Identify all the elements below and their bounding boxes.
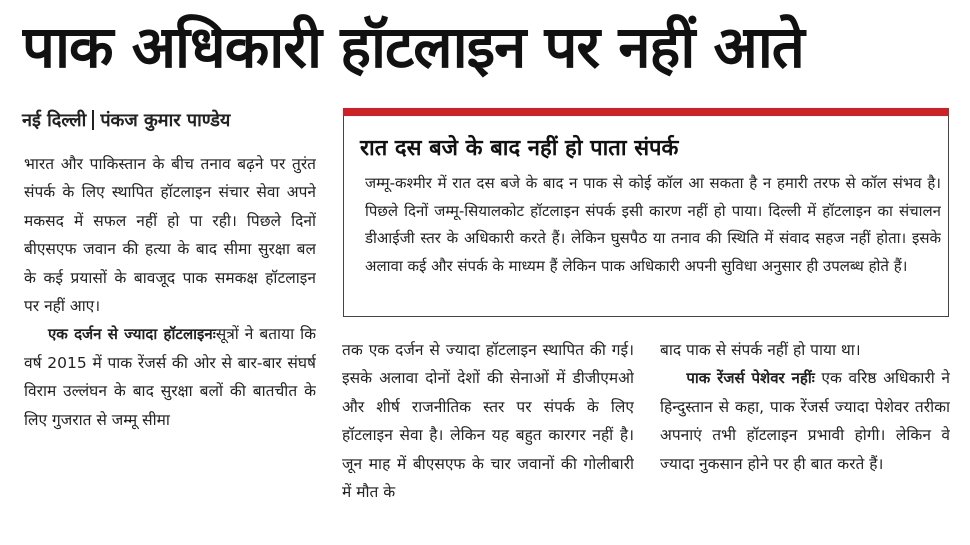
byline-author: पंकज कुमार पाण्डेय (100, 110, 231, 131)
info-box-text: जम्मू-कश्मीर में रात दस बजे के बाद न पाक से कोई कॉल आ सकता है न हमारी तरफ से कॉल संभव है। पिछले दिनों जम्मू-सियालकोट हॉटलाइन संपर्क इसी कारण नहीं हो पाया। दिल्ली में हॉटलाइन का संचालन डीआईजी स्तर के अधिकारी करते हैं। लेकिन घुसपैठ या तनाव की स्थिति में संवाद सहज नहीं होता। इसके अलावा कई और संपर्क के माध्यम हैं लेकिन पाक अधिकारी अपनी सुविधा अनुसार ही उपलब्ध होते हैं। (365, 174, 941, 275)
column3-paragraph-2 (660, 364, 950, 478)
byline-divider (92, 110, 94, 130)
byline-place: नई दिल्ली (22, 110, 87, 131)
info-box-body (365, 170, 941, 310)
column3-paragraph-1: बाद पाक से संपर्क नहीं हो पाया था। (660, 341, 861, 359)
article-column-1 (24, 150, 316, 545)
column1-paragraph-2-text: सूत्रों ने बताया कि वर्ष 2015 में पाक रेंजर्स की ओर से बार-बार संघर्ष विराम उल्लंघन के बाद सुरक्षा बलों की बातचीत के लिए गुजरात से जम्मू सीमा (24, 325, 316, 429)
column3-subheading: पाक रेंजर्स पेशेवर नहींः (686, 369, 815, 388)
column1-paragraph-1: भारत और पाकिस्तान के बीच तनाव बढ़ने पर तुरंत संपर्क के लिए स्थापित हॉटलाइन संचार सेवा अपने मकसद में सफल नहीं हो पा रही। पिछले दिनों बीएसएफ जवान की हत्या के बाद सीमा सुरक्षा बल के कई प्रयासों के बावजूद पाक समकक्ष हॉटलाइन पर नहीं आए। (24, 155, 316, 316)
column1-paragraph-2 (24, 320, 316, 434)
info-box-title: रात दस बजे के बाद नहीं हो पाता संपर्क (360, 136, 679, 161)
headline: पाक अधिकारी हॉटलाइन पर नहीं आते (22, 13, 804, 81)
article-column-3 (660, 336, 950, 545)
article-column-2 (342, 336, 634, 545)
byline (22, 106, 342, 136)
column1-subheading: एक दर्जन से ज्यादा हॉटलाइनः (47, 325, 216, 344)
column2-text: तक एक दर्जन से ज्यादा हॉटलाइन स्थापित की गई। इसके अलावा दोनों देशों की सेनाओं में डीजीएमओ और शीर्ष राजनीतिक स्तर पर संपर्क के लिए हॉटलाइन सेवा है। लेकिन यह बहुत कारगर नहीं है। जून माह में बीएसएफ के चार जवानों की गोलीबारी में मौत के (342, 341, 634, 502)
column3-paragraph-2-text: एक वरिष्ठ अधिकारी ने हिन्दुस्तान से कहा, पाक रेंजर्स ज्यादा पेशेवर तरीका अपनाएं तभी हॉटलाइन प्रभावी होगी। लेकिन वे ज्यादा नुकसान होने पर ही बात करते हैं। (660, 369, 950, 473)
box-accent-bar (343, 108, 949, 116)
